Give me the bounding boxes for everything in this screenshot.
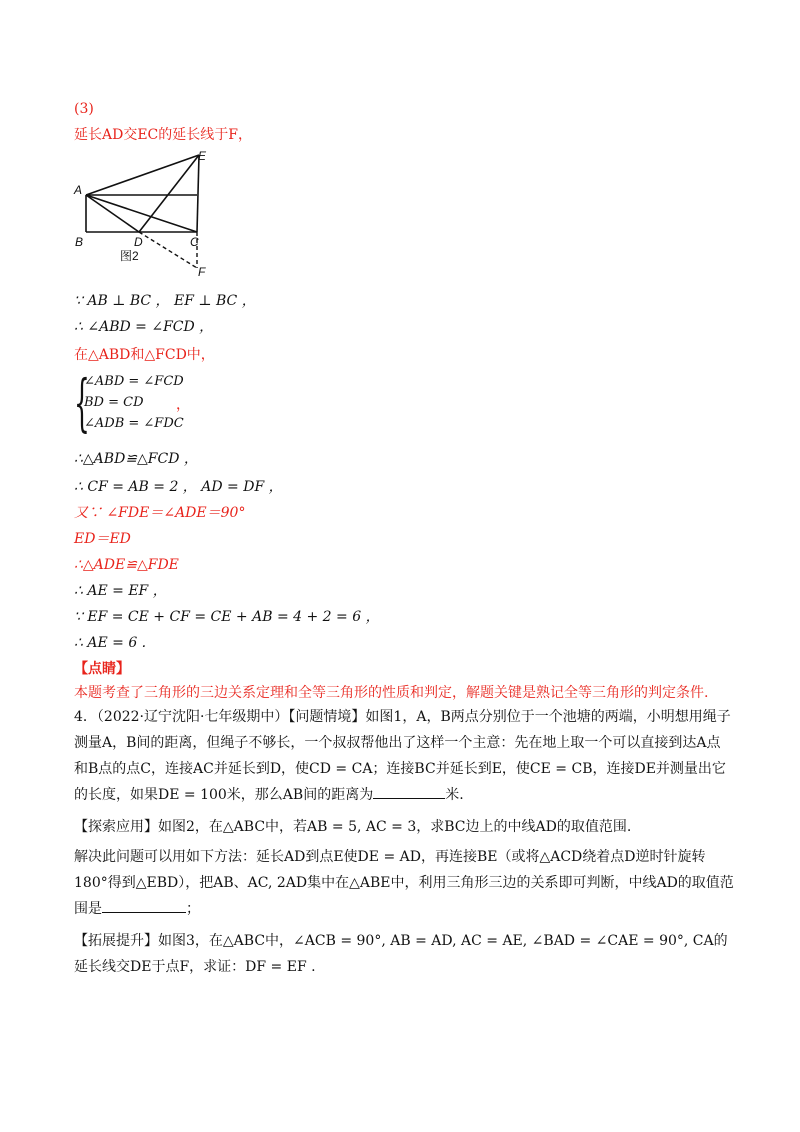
proof-line-5: ∴ CF = AB = 2 ， AD = DF ， bbox=[74, 479, 283, 495]
system-end-comma: ， bbox=[176, 397, 190, 413]
proof-line-4: ∴△ABD≌△FCD ， bbox=[74, 451, 198, 467]
answer-blank-2 bbox=[102, 898, 186, 913]
problem-4-method-text: 解决此问题可以用如下方法：延长AD到点E使DE = AD，再连接BE（或将△ACD绕着点D逆时针旋转180°得到△EBD），把AB、AC, 2AD集中在△ABE中，利用三角形三边的关系即可判断，中线AD的取值范围是 bbox=[74, 849, 734, 917]
problem-4-paragraph-4: 【拓展提升】如图3，在△ABC中，∠ACB = 90°, AB = AD, AC = AE, ∠BAD = ∠CAE = 90°, CA的延长线交DE于点F，求证：DF = EF . bbox=[74, 933, 728, 975]
label-d: D bbox=[134, 235, 143, 249]
segment-ed bbox=[139, 155, 199, 232]
proof-line-6: 又∵ ∠FDE＝∠ADE＝90° bbox=[74, 505, 246, 521]
equation-system bbox=[74, 366, 214, 439]
problem-4-paragraph-1 bbox=[74, 704, 734, 808]
proof-line-11: ∴ AE = 6 . bbox=[74, 635, 147, 651]
comment-title: 【点睛】 bbox=[74, 661, 130, 677]
segment-ec bbox=[197, 155, 199, 232]
proof-line-8: ∴△ADE≌△FDE bbox=[74, 557, 179, 573]
problem-4-paragraph-3 bbox=[74, 844, 734, 922]
segment-ad bbox=[86, 195, 139, 232]
system-line-3: ∠ADB = ∠FDC bbox=[84, 416, 184, 431]
geometry-figure bbox=[72, 150, 222, 280]
brace-icon: { bbox=[74, 366, 90, 439]
label-b: B bbox=[75, 235, 84, 249]
proof-line-10: ∵ EF = CE + CF = CE + AB = 4 + 2 = 6 ， bbox=[74, 609, 380, 625]
segment-ae bbox=[86, 155, 199, 195]
proof-line-1: ∵ AB ⊥ BC ， EF ⊥ BC ， bbox=[74, 293, 256, 309]
comment-body: 本题考查了三角形的三边关系定理和全等三角形的性质和判定，解题关键是熟记全等三角形的判定条件. bbox=[74, 685, 709, 701]
problem-4-text-end: 米. bbox=[445, 787, 464, 803]
label-f: F bbox=[198, 265, 206, 279]
problem-4-paragraph-2: 【探索应用】如图2，在△ABC中，若AB = 5, AC = 3，求BC边上的中线AD的取值范围. bbox=[74, 819, 632, 835]
part-label: (3) bbox=[74, 101, 94, 117]
label-e: E bbox=[198, 150, 207, 163]
extend-line-text: 延长AD交EC的延长线于F， bbox=[74, 127, 252, 143]
label-c: C bbox=[190, 235, 199, 249]
proof-line-7: ED＝ED bbox=[74, 531, 131, 547]
problem-4-method-end: ； bbox=[186, 901, 200, 917]
proof-line-9: ∴ AE = EF ， bbox=[74, 583, 167, 599]
segment-ac bbox=[86, 195, 197, 232]
answer-blank-1 bbox=[373, 784, 445, 799]
proof-line-2: ∴ ∠ABD = ∠FCD ， bbox=[74, 319, 214, 335]
problem-4-text: 4．（2022·辽宁沈阳·七年级期中）【问题情境】如图1，A，B两点分别位于一个池塘的两端，小明想用绳子测量A，B间的距离，但绳子不够长，一个叔叔帮他出了这样一个主意：先在地上取一个可以直接到达A点和B点的点C，连接AC并延长到D，使CD = CA；连接BC并延长到E，使CE = CB，连接DE并测量出它的长度，如果DE = 100米，那么AB间的距离为 bbox=[74, 709, 731, 803]
system-line-2: BD = CD bbox=[84, 395, 144, 410]
label-a: A bbox=[74, 183, 83, 197]
proof-line-3: 在△ABD和△FCD中， bbox=[74, 347, 215, 363]
figure-caption: 图2 bbox=[120, 249, 139, 263]
system-line-1: ∠ABD = ∠FCD bbox=[84, 374, 184, 389]
segment-df-dashed bbox=[139, 232, 197, 268]
